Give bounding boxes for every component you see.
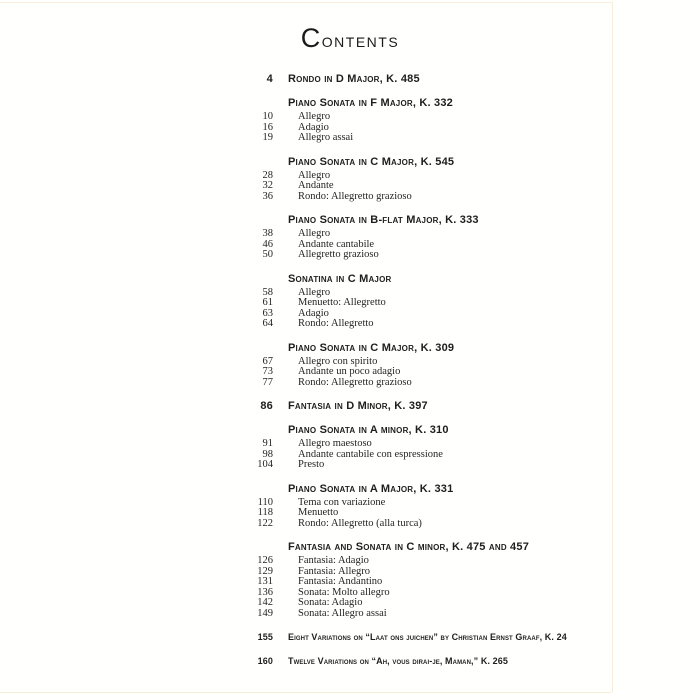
movement-title: Fantasia: Allegro — [298, 565, 371, 577]
section-heading: Sonatina in C Major — [288, 272, 392, 285]
page-number: 36 — [262, 190, 273, 202]
toc-movement-row — [233, 439, 700, 450]
toc-heading-row — [233, 97, 700, 109]
movement-title: Adagio — [298, 121, 329, 133]
movement-title: Sonata: Allegro assai — [298, 607, 387, 619]
page-number: 19 — [262, 132, 273, 143]
toc-movement-row — [233, 367, 700, 378]
movement-title: Rondo: Allegretto grazioso — [298, 376, 412, 388]
movement-title: Rondo: Allegretto grazioso — [298, 190, 412, 202]
section-heading: Piano Sonata in C Major, K. 545 — [288, 155, 455, 168]
toc-movement-row — [233, 598, 700, 609]
page-number: 160 — [257, 656, 273, 666]
toc-movement-row — [233, 519, 700, 530]
toc-heading-row — [233, 156, 700, 168]
movement-title: Andante un poco adagio — [298, 366, 401, 377]
page-title: Contents — [300, 23, 400, 53]
page-number: 58 — [262, 286, 273, 298]
page-edge-top — [0, 2, 612, 3]
toc-movement-row — [233, 181, 700, 192]
page-number: 131 — [257, 576, 273, 587]
movement-title: Sonata: Molto allegro — [298, 586, 390, 598]
page-number: 86 — [260, 400, 273, 412]
toc-movement-row — [233, 556, 700, 567]
movement-title: Allegro — [298, 228, 331, 239]
movement-title: Sonata: Adagio — [298, 597, 363, 608]
movement-title: Allegro maestoso — [298, 438, 372, 449]
movement-title: Adagio — [298, 307, 329, 319]
section-heading: Fantasia and Sonata in C minor, K. 475 and 457 — [288, 541, 530, 553]
toc-entry-row — [233, 400, 700, 412]
movement-title: Andante cantabile con espressione — [298, 448, 443, 460]
toc-movement-row — [233, 460, 700, 471]
movement-title: Allegro — [298, 169, 331, 181]
work-title: Twelve Variations on “Ah, vous dirai-je, Maman,” K. 265 — [288, 656, 508, 666]
work-title: Fantasia in D Minor, K. 397 — [288, 400, 428, 412]
toc-movement-row — [233, 229, 700, 240]
page-number: 104 — [257, 459, 273, 470]
page-number: 28 — [262, 169, 273, 181]
page-number: 136 — [257, 586, 273, 598]
movement-title: Menuetto — [298, 507, 339, 518]
movement-title: Tema con variazione — [298, 496, 386, 508]
toc-movement-row — [233, 609, 700, 620]
page-edge-right — [612, 2, 613, 692]
page-number: 38 — [262, 228, 273, 239]
toc-heading-row — [233, 541, 700, 553]
movement-title: Fantasia: Andantino — [298, 576, 383, 587]
toc-heading-row — [233, 483, 700, 495]
page-number: 50 — [262, 249, 273, 260]
toc-movement-row — [233, 577, 700, 588]
toc-heading-row — [233, 342, 700, 354]
page-edge-bottom — [0, 692, 612, 693]
movement-title: Allegro con spirito — [298, 355, 378, 367]
section-heading: Piano Sonata in C Major, K. 309 — [288, 341, 455, 354]
section-heading: Piano Sonata in A Major, K. 331 — [288, 482, 454, 495]
page-number: 91 — [262, 438, 273, 449]
section-heading: Piano Sonata in F Major, K. 332 — [288, 97, 453, 109]
table-of-contents — [233, 55, 700, 667]
page-number: 46 — [262, 238, 273, 250]
toc-movement-row — [233, 298, 700, 309]
toc-entry-row — [233, 655, 700, 667]
work-title: Rondo in D Major, K. 485 — [288, 73, 420, 85]
movement-title: Allegretto grazioso — [298, 249, 379, 260]
toc-heading-row — [233, 273, 700, 285]
movement-title: Andante cantabile — [298, 238, 375, 250]
page-number: 98 — [262, 448, 273, 460]
movement-title: Menuetto: Allegretto — [298, 297, 386, 308]
toc-movement-row — [233, 378, 700, 389]
page-number: 126 — [257, 555, 273, 566]
movement-title: Allegro — [298, 111, 331, 122]
movement-title: Rondo: Allegretto — [298, 318, 374, 329]
movement-title: Fantasia: Adagio — [298, 555, 369, 566]
page-number: 149 — [257, 607, 273, 619]
page-number: 77 — [262, 376, 273, 388]
toc-heading-row — [233, 424, 700, 436]
toc-entry-row — [233, 631, 700, 643]
page-number: 64 — [262, 318, 273, 329]
page-number: 73 — [262, 366, 273, 377]
toc-movement-row — [233, 250, 700, 261]
movement-title: Andante — [298, 180, 334, 191]
toc-entry-row — [233, 73, 700, 85]
toc-movement-row — [233, 133, 700, 144]
toc-movement-row — [233, 112, 700, 123]
page-number: 142 — [257, 597, 273, 608]
page-number: 61 — [262, 297, 273, 308]
page-number: 4 — [266, 73, 273, 85]
page-number: 10 — [262, 111, 273, 122]
toc-movement-row — [233, 319, 700, 330]
page-number: 67 — [262, 355, 273, 367]
movement-title: Allegro assai — [298, 132, 354, 143]
toc-movement-row — [233, 192, 700, 203]
page-number: 118 — [257, 507, 273, 518]
work-title: Eight Variations on “Laat ons juichen” by Christian Ernst Graaf, K. 24 — [288, 632, 567, 642]
movement-title: Presto — [298, 459, 325, 470]
page-number: 110 — [257, 496, 273, 508]
page-number: 63 — [262, 307, 273, 319]
movement-title: Rondo: Allegretto (alla turca) — [298, 517, 422, 529]
page-number: 122 — [257, 517, 273, 529]
toc-heading-row — [233, 214, 700, 226]
toc-movement-row — [233, 508, 700, 519]
page-number: 155 — [257, 632, 273, 642]
page-number: 32 — [262, 180, 273, 191]
section-heading: Piano Sonata in B-flat Major, K. 333 — [288, 214, 479, 226]
section-heading: Piano Sonata in A minor, K. 310 — [288, 424, 449, 436]
page-number: 16 — [262, 121, 273, 133]
movement-title: Allegro — [298, 286, 331, 298]
page-number: 129 — [257, 565, 273, 577]
